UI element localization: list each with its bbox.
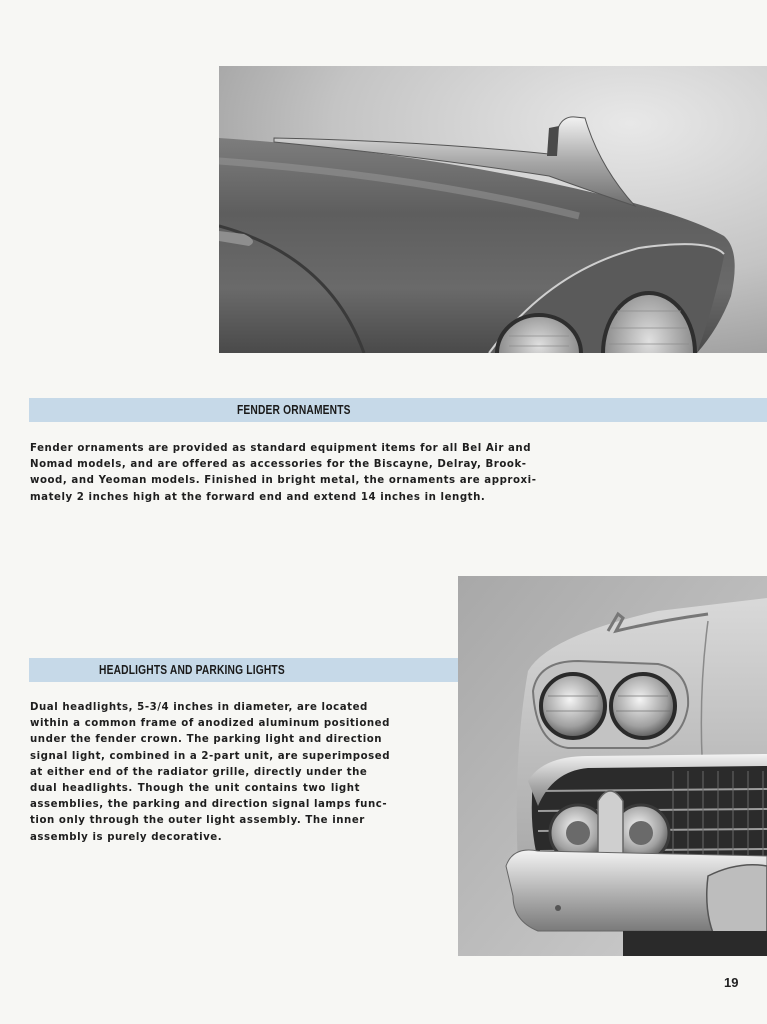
headlights-grille-illustration (458, 576, 767, 956)
paragraph-line: under the fender crown. The parking light and direction (30, 734, 383, 746)
paragraph-line: dual headlights. Though the unit contains two light (30, 783, 360, 795)
page-number: 19 (724, 975, 739, 990)
paragraph-line: at either end of the radiator grille, directly under the (30, 766, 368, 778)
headlights-grille-photo (458, 576, 767, 956)
paragraph-line: wood, and Yeoman models. Finished in bright metal, the ornaments are approxi- (30, 475, 537, 487)
section-heading: HEADLIGHTS AND PARKING LIGHTS (99, 663, 285, 677)
section-heading: FENDER ORNAMENTS (237, 403, 351, 417)
paragraph-line: Fender ornaments are provided as standard equipment items for all Bel Air and (30, 443, 532, 454)
paragraph-line: mately 2 inches high at the forward end and extend 14 inches in length. (30, 491, 486, 503)
fender-ornament-photo (219, 66, 767, 353)
paragraph-line: Dual headlights, 5-3/4 inches in diameter, are located (30, 702, 368, 713)
fender-ornaments-paragraph (30, 441, 537, 506)
paragraph-line: assemblies, the parking and direction signal lamps func- (30, 799, 388, 811)
paragraph-line: assembly is purely decorative. (30, 831, 223, 843)
section-header-headlights-parking-lights (29, 658, 458, 682)
paragraph-line: tion only through the outer light assembly. The inner (30, 815, 365, 827)
headlights-paragraph (30, 700, 391, 846)
paragraph-line: within a common frame of anodized aluminum positioned (30, 718, 390, 730)
fender-ornament-illustration (219, 66, 767, 353)
paragraph-line: signal light, combined in a 2-part unit, are superimposed (30, 750, 391, 762)
section-header-fender-ornaments (29, 398, 767, 422)
paragraph-line: Nomad models, and are offered as accessories for the Biscayne, Delray, Brook- (30, 459, 527, 471)
